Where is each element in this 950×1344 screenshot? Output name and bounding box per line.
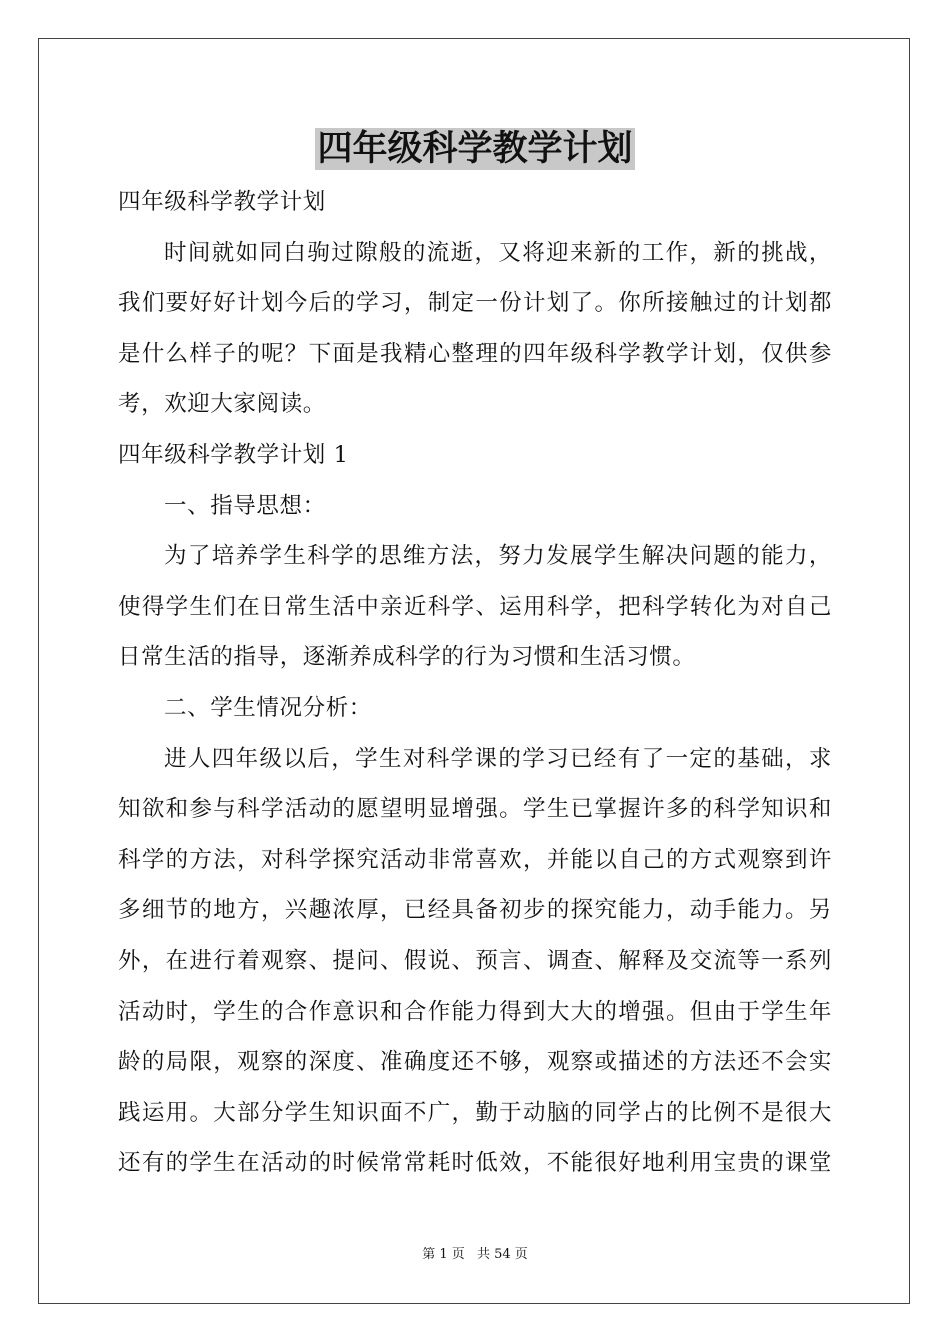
paragraph-line: 为了培养学生科学的思维方法，努力发展学生解决问题的能力， bbox=[164, 543, 832, 570]
paragraph-line: 还有的学生在活动的时候常常耗时低效，不能很好地利用宝贵的课堂 bbox=[118, 1150, 832, 1177]
subsection-heading: 二、学生情况分析： bbox=[164, 694, 372, 721]
page-total: 共 54 页 bbox=[476, 1247, 528, 1262]
document-title: 四年级科学教学计划 bbox=[317, 128, 633, 169]
page-footer bbox=[0, 1246, 950, 1264]
paragraph-line: 使得学生们在日常生活中亲近科学、运用科学，把科学转化为对自己 bbox=[118, 593, 832, 620]
paragraph-line: 科学的方法，对科学探究活动非常喜欢，并能以自己的方式观察到许 bbox=[118, 846, 832, 873]
page-number: 第 1 页 bbox=[422, 1247, 465, 1262]
paragraph-line: 时间就如同白驹过隙般的流逝，又将迎来新的工作，新的挑战， bbox=[164, 239, 832, 266]
paragraph-line: 多细节的地方，兴趣浓厚，已经具备初步的探究能力，动手能力。另 bbox=[118, 897, 832, 924]
paragraph-line: 龄的局限，观察的深度、准确度还不够，观察或描述的方法还不会实 bbox=[118, 1049, 832, 1076]
paragraph-line: 活动时，学生的合作意识和合作能力得到大大的增强。但由于学生年 bbox=[118, 998, 832, 1025]
paragraph-line: 是什么样子的呢？下面是我精心整理的四年级科学教学计划，仅供参 bbox=[118, 340, 832, 367]
paragraph-line: 考，欢迎大家阅读。 bbox=[118, 391, 326, 418]
paragraph-line: 外，在进行着观察、提问、假说、预言、调查、解释及交流等一系列 bbox=[118, 947, 832, 974]
title-wrap bbox=[0, 128, 950, 170]
paragraph-line: 知欲和参与科学活动的愿望明显增强。学生已掌握许多的科学知识和 bbox=[118, 796, 832, 823]
paragraph-line: 日常生活的指导，逐渐养成科学的行为习惯和生活习惯。 bbox=[118, 644, 696, 671]
document-body bbox=[118, 177, 832, 1189]
paragraph-line: 进人四年级以后，学生对科学课的学习已经有了一定的基础，求 bbox=[164, 745, 832, 772]
section-heading: 四年级科学教学计划 bbox=[118, 189, 326, 215]
paragraph-line: 我们要好好计划今后的学习，制定一份计划了。你所接触过的计划都 bbox=[118, 290, 832, 317]
section-heading: 四年级科学教学计划 1 bbox=[118, 441, 349, 468]
paragraph-line: 践运用。大部分学生知识面不广，勤于动脑的同学占的比例不是很大 bbox=[118, 1099, 832, 1126]
subsection-heading: 一、指导思想： bbox=[164, 492, 326, 519]
